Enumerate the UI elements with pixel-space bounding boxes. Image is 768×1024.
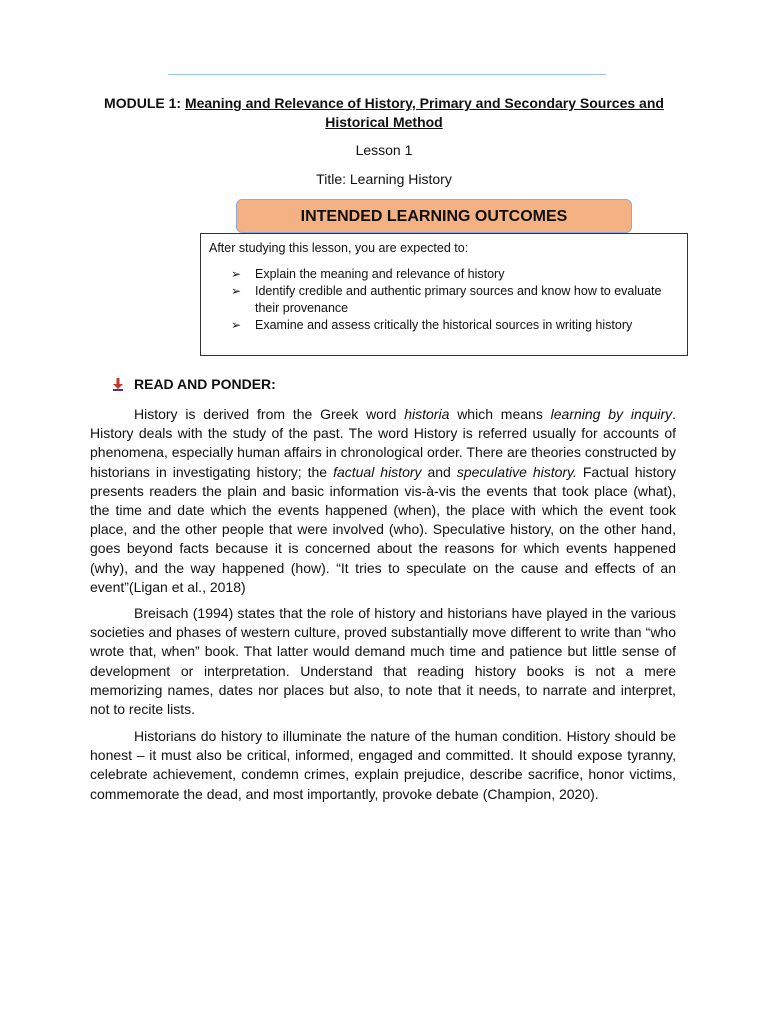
ilo-item-text: Explain the meaning and relevance of history [255, 267, 505, 281]
header-rule [168, 74, 606, 75]
lesson-title: Title: Learning History [316, 171, 452, 187]
down-arrow-bullet-icon [112, 377, 124, 391]
ilo-item-text: Examine and assess critically the historical sources in writing history [255, 318, 633, 332]
paragraph-historians: Historians do history to illuminate the nature of the human condition. History should be honest – it must also be critical, informed, engaged and committed. It should expose tyranny, celebrate achievement, condemn crimes, explain prejudice, describe sacrifice, honor victims, commemorate the dead, and most importantly, provoke debate (Champion, 2020). [90, 728, 676, 802]
paragraph-text: which means [449, 406, 551, 422]
paragraph-history-definition [90, 405, 676, 597]
paragraph-breisach: Breisach (1994) states that the role of history and historians have played in the various societies and phases of western culture, proved substantially move different to write than “who wrote that, when” book. That latter would demand much time and patience but little sense of development or interpretation. Understand that reading history books is not a mere memorizing names, dates nor places but also, to note that it needs, to narrate and interpret, not to recite lists. [90, 605, 676, 718]
list-item [231, 317, 679, 334]
italic-term: speculative history. [456, 463, 577, 480]
list-item [231, 266, 679, 283]
paragraph-text: and [421, 463, 457, 480]
paragraph-text: Factual history presents readers the plain and basic information vis-à-vis the events that took place (what), the time and date which the events happened (when), the place with which the event took place, and the other people that were involved (who). Speculative history, on the other hand, goes beyond facts because it is concerned about the reasons for which events happened (why), and the way happened (how). “It tries to speculate on the cause and effects of an event”(Ligan et al., 2018) [90, 463, 676, 595]
paragraph-text: . History deals with the study of the past. The word History is referred usually for accounts of phenomena, especially human affairs in chronological order. There are theories constructed by historians in investigating history; the [90, 406, 677, 480]
italic-term: historia [404, 406, 450, 422]
italic-term: learning by inquiry [550, 406, 673, 422]
lesson-number: Lesson 1 [355, 142, 413, 158]
module-heading: Meaning and Relevance of History, Primary and Secondary Sources and Historical Method [184, 95, 664, 130]
ilo-box [200, 233, 688, 356]
ilo-list [231, 266, 679, 334]
paragraph-text: History is derived from the Greek word [134, 406, 405, 422]
arrowhead-bullet-icon: ➢ [231, 318, 242, 332]
arrowhead-bullet-icon: ➢ [231, 284, 242, 298]
section-heading-text: READ AND PONDER: [134, 376, 276, 392]
arrowhead-bullet-icon: ➢ [231, 267, 242, 281]
italic-term: factual history [333, 463, 422, 480]
ilo-item-text: Identify credible and authentic primary sources and know how to evaluate their provenance [255, 284, 662, 315]
module-label: MODULE 1: [104, 95, 182, 111]
ilo-banner: INTENDED LEARNING OUTCOMES [236, 199, 632, 233]
list-item [231, 283, 679, 317]
section-heading [112, 375, 276, 393]
module-title [88, 94, 680, 132]
ilo-intro: After studying this lesson, you are expected to: [209, 241, 469, 255]
